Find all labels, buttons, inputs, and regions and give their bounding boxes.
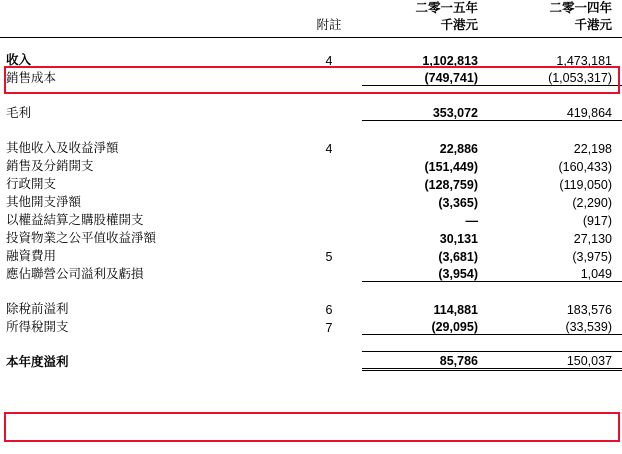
header-year2-line1: 二零一四年 <box>549 1 612 15</box>
row-note <box>296 174 362 192</box>
table-row-fair-value-gain-investment-property <box>0 228 622 246</box>
row-year2-value: (1,053,317) <box>494 68 622 86</box>
row-note: 4 <box>325 141 333 156</box>
table-header-row-1 <box>0 0 622 17</box>
table-row-gross-profit <box>0 103 622 121</box>
row-label: 銷售成本 <box>6 70 57 85</box>
row-note <box>296 103 362 121</box>
table-row-administrative <box>0 174 622 192</box>
row-year1-value: 114,881 <box>433 302 478 317</box>
header-year1-line2: 千港元 <box>440 18 478 32</box>
row-note: 6 <box>325 302 333 317</box>
row-note: 7 <box>325 320 333 335</box>
row-note <box>296 156 362 174</box>
row-year2-value: 22,198 <box>573 141 612 156</box>
row-year1-value: (29,095) <box>362 317 494 335</box>
table-row-other-income <box>0 138 622 156</box>
row-year1-value: (749,741) <box>362 68 494 86</box>
row-label: 毛利 <box>6 105 32 120</box>
row-label: 所得稅開支 <box>6 319 69 334</box>
header-year2-line2: 千港元 <box>574 18 612 32</box>
header-year1-line1: 二零一五年 <box>415 1 478 15</box>
row-year2-value: 27,130 <box>573 231 612 246</box>
row-note: 5 <box>325 249 333 264</box>
row-note <box>296 210 362 228</box>
row-label: 以權益結算之購股權開支 <box>6 212 144 227</box>
table-row-share-of-associates <box>0 264 622 282</box>
table-row-selling-distribution <box>0 156 622 174</box>
row-year1-value: (3,681) <box>438 249 478 264</box>
row-note: 4 <box>325 53 333 68</box>
highlight-box-profit-for-the-year <box>4 412 620 442</box>
row-note <box>296 68 362 86</box>
row-label: 本年度溢利 <box>6 354 69 369</box>
row-label: 應佔聯營公司溢利及虧損 <box>6 266 144 281</box>
row-note <box>296 228 362 246</box>
row-year2-value: (917) <box>582 213 612 228</box>
row-year1-value: (128,759) <box>424 177 478 192</box>
row-note <box>296 264 362 282</box>
spacer <box>0 121 622 138</box>
row-year2-value: (33,539) <box>494 317 622 335</box>
row-label: 投資物業之公平值收益淨額 <box>6 230 157 245</box>
row-year1-value: 85,786 <box>362 352 494 370</box>
table-row-profit-before-tax <box>0 299 622 317</box>
table-row-equity-settled-share-option <box>0 210 622 228</box>
row-year1-value: 353,072 <box>362 103 494 121</box>
row-label: 收入 <box>6 52 32 67</box>
row-label: 融資費用 <box>6 248 57 263</box>
header-blank <box>0 0 296 17</box>
row-year1-value: 30,131 <box>439 231 478 246</box>
row-label: 除稅前溢利 <box>6 301 69 316</box>
table-header-row-2 <box>0 17 622 34</box>
row-label: 其他收入及收益淨額 <box>6 140 119 155</box>
table-row-income-tax-expense <box>0 317 622 335</box>
row-year2-value: 1,473,181 <box>556 53 612 68</box>
row-year2-value: (119,050) <box>559 177 612 192</box>
row-note <box>296 352 362 370</box>
header-blank-2 <box>0 17 296 34</box>
row-year1-value: — <box>465 213 478 228</box>
row-note <box>296 192 362 210</box>
row-year1-value: 22,886 <box>439 141 478 156</box>
spacer <box>0 335 622 352</box>
row-year1-value: 1,102,813 <box>422 53 478 68</box>
row-year2-value: 150,037 <box>494 352 622 370</box>
row-year2-value: 1,049 <box>494 264 622 282</box>
row-year1-value: (3,365) <box>438 195 478 210</box>
row-year2-value: (160,433) <box>558 159 612 174</box>
table-row-revenue <box>0 50 622 68</box>
row-year2-value: (3,975) <box>572 249 612 264</box>
table-row-other-expenses <box>0 192 622 210</box>
spacer <box>0 38 622 50</box>
row-year2-value: (2,290) <box>572 195 612 210</box>
header-note-blank <box>296 0 362 17</box>
row-label: 其他開支淨額 <box>6 194 82 209</box>
row-year2-value: 183,576 <box>566 302 612 317</box>
row-year1-value: (3,954) <box>362 264 494 282</box>
table-row-profit-for-the-year <box>0 352 622 370</box>
table-row-cost-of-sales <box>0 68 622 86</box>
row-year2-value: 419,864 <box>494 103 622 121</box>
table-row-finance-costs <box>0 246 622 264</box>
spacer <box>0 282 622 299</box>
spacer <box>0 86 622 103</box>
row-label: 銷售及分銷開支 <box>6 158 94 173</box>
row-label: 行政開支 <box>6 176 57 191</box>
row-year1-value: (151,449) <box>424 159 478 174</box>
header-note-label: 附註 <box>316 18 342 32</box>
